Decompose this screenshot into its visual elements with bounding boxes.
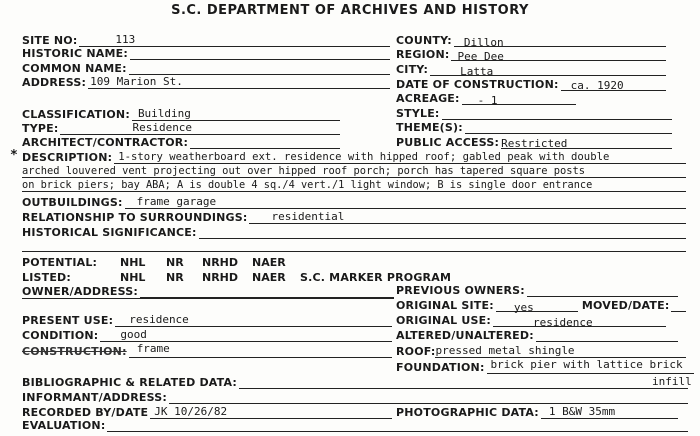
foundation-row: [396, 360, 694, 374]
previous-owners-field[interactable]: [527, 283, 678, 297]
evaluation-row: [22, 418, 688, 432]
description-field-2[interactable]: [22, 164, 686, 178]
previous-owners-row: [396, 283, 678, 297]
moved-date-field[interactable]: [671, 298, 686, 312]
city-value: Latta: [460, 65, 494, 78]
foundation-field[interactable]: [487, 360, 694, 374]
evaluation-field[interactable]: [107, 418, 688, 432]
outbuildings-label: OUTBUILDINGS:: [22, 196, 123, 209]
style-row: [396, 106, 672, 120]
construction-label: CONSTRUCTION:: [22, 345, 127, 358]
site-no-row: [22, 33, 390, 47]
original-site-value: yes: [513, 301, 534, 314]
description-row-2: [22, 164, 686, 178]
acreage-label: ACREAGE:: [396, 92, 460, 105]
site-no-label: SITE NO:: [22, 34, 78, 47]
city-label: CITY:: [396, 63, 429, 76]
foundation-value-continued: infill: [652, 375, 692, 388]
classification-field[interactable]: [132, 107, 340, 121]
description-line-1: 1-story weatherboard ext. residence with hipped roof; gabled peak with double: [118, 151, 610, 163]
acreage-value: - 1: [477, 94, 498, 107]
type-row: [22, 121, 340, 135]
potential-nhl[interactable]: NHL: [120, 256, 146, 269]
acreage-row: [396, 91, 576, 105]
outbuildings-field[interactable]: [125, 195, 686, 209]
original-use-field[interactable]: [493, 313, 666, 327]
roof-value: pressed metal shingle: [435, 344, 575, 357]
description-line-3: on brick piers; bay ABA; A is double 4 sq./4 vert./1 light window; B is single door entrance: [22, 179, 593, 191]
public-access-field[interactable]: [501, 135, 672, 149]
informant-label: INFORMANT/ADDRESS:: [22, 391, 167, 404]
condition-field[interactable]: [100, 328, 392, 342]
historic-name-field[interactable]: [130, 46, 390, 60]
classification-row: [22, 107, 340, 121]
potential-row: [22, 255, 322, 269]
city-row: [396, 62, 666, 76]
site-no-value: 113: [115, 33, 136, 46]
common-name-label: COMMON NAME:: [22, 62, 127, 75]
outbuildings-row: [22, 195, 686, 209]
previous-owners-label: PREVIOUS OWNERS:: [396, 284, 525, 297]
photographic-label: PHOTOGRAPHIC DATA:: [396, 406, 539, 419]
recorded-row: [22, 405, 392, 419]
listed-nhl[interactable]: NHL: [120, 271, 146, 284]
altered-row: [396, 328, 678, 342]
common-name-field[interactable]: [129, 61, 390, 75]
listed-nrhd[interactable]: NRHD: [202, 271, 239, 284]
type-value: Residence: [132, 121, 193, 134]
present-use-field[interactable]: [115, 313, 392, 327]
recorded-field[interactable]: [150, 405, 392, 419]
owner-label: OWNER/ADDRESS:: [22, 285, 139, 298]
owner-row: [22, 284, 394, 298]
region-value: Pee Dee: [457, 50, 504, 63]
county-label: COUNTY:: [396, 34, 452, 47]
region-label: REGION:: [396, 48, 450, 61]
themes-label: THEME(S):: [396, 121, 463, 134]
owner-line-2: [22, 298, 394, 299]
historic-name-label: HISTORIC NAME:: [22, 47, 128, 60]
site-no-field[interactable]: [79, 33, 390, 47]
type-field[interactable]: [60, 121, 340, 135]
present-use-label: PRESENT USE:: [22, 314, 114, 327]
bibliographic-label: BIBLIOGRAPHIC & RELATED DATA:: [22, 376, 237, 389]
description-label: DESCRIPTION:: [22, 151, 113, 164]
altered-field[interactable]: [536, 328, 678, 342]
public-access-value: Restricted: [501, 137, 568, 150]
photographic-value: 1 B&W 35mm: [548, 405, 616, 418]
recorded-label: RECORDED BY/DATE: [22, 406, 149, 419]
architect-row: [22, 135, 340, 149]
description-field-3[interactable]: [22, 178, 686, 192]
form-title: S.C. DEPARTMENT OF ARCHIVES AND HISTORY: [171, 3, 529, 18]
bibliographic-field[interactable]: [239, 375, 688, 389]
description-row: [22, 150, 686, 164]
historic-name-row: [22, 46, 390, 60]
public-access-row: [396, 135, 672, 149]
photographic-field[interactable]: [541, 405, 678, 419]
photographic-row: [396, 405, 678, 419]
altered-label: ALTERED/UNALTERED:: [396, 329, 534, 342]
description-asterisk: *: [10, 148, 18, 163]
classification-label: CLASSIFICATION:: [22, 108, 130, 121]
present-use-row: [22, 313, 392, 327]
style-field[interactable]: [442, 106, 672, 120]
informant-field[interactable]: [169, 390, 688, 404]
original-site-label: ORIGINAL SITE:: [396, 299, 494, 312]
construction-row: [22, 344, 392, 358]
condition-label: CONDITION:: [22, 329, 99, 342]
architect-label: ARCHITECT/CONTRACTOR:: [22, 136, 189, 149]
description-row-3: [22, 178, 686, 192]
relationship-label: RELATIONSHIP TO SURROUNDINGS:: [22, 211, 248, 224]
evaluation-label: EVALUATION:: [22, 419, 106, 432]
description-field-1[interactable]: [114, 150, 686, 164]
significance-field[interactable]: [199, 225, 686, 239]
date-construction-value: ca. 1920: [570, 79, 624, 92]
listed-nr[interactable]: NR: [166, 271, 184, 284]
relationship-value: residential: [271, 210, 345, 223]
architect-field[interactable]: [190, 135, 340, 149]
classification-value: Building: [137, 107, 191, 120]
region-row: [396, 47, 666, 61]
significance-row: [22, 225, 686, 239]
address-field[interactable]: [88, 75, 390, 89]
region-field[interactable]: [451, 47, 666, 61]
potential-label: POTENTIAL:: [22, 256, 98, 269]
themes-field[interactable]: [465, 120, 672, 134]
present-use-value: residence: [129, 313, 189, 326]
address-row: [22, 75, 390, 89]
potential-naer[interactable]: NAER: [252, 256, 286, 269]
moved-date-label: MOVED/DATE:: [581, 299, 670, 312]
date-construction-row: [396, 77, 666, 91]
county-value: Dillon: [463, 36, 504, 49]
listed-row: [22, 270, 482, 284]
roof-row: [396, 344, 686, 358]
listed-naer[interactable]: NAER: [252, 271, 286, 284]
date-construction-label: DATE OF CONSTRUCTION:: [396, 78, 559, 91]
address-label: ADDRESS:: [22, 76, 87, 89]
construction-field[interactable]: [129, 344, 392, 358]
roof-field[interactable]: [435, 344, 686, 358]
original-use-value: residence: [532, 316, 593, 329]
owner-field[interactable]: [140, 284, 394, 298]
relationship-field[interactable]: [249, 210, 686, 224]
acreage-field[interactable]: [462, 91, 576, 105]
county-field[interactable]: [454, 33, 666, 47]
condition-row: [22, 328, 392, 342]
public-access-label: PUBLIC ACCESS:: [396, 136, 500, 149]
common-name-row: [22, 61, 390, 75]
significance-label: HISTORICAL SIGNIFICANCE:: [22, 226, 197, 239]
address-value: 109 Marion St.: [90, 75, 183, 88]
original-site-field[interactable]: [496, 298, 578, 312]
condition-value: good: [120, 328, 147, 341]
style-label: STYLE:: [396, 107, 440, 120]
description-line-2: arched louvered vent projecting out over hipped roof porch; porch has tapered square posts: [22, 165, 586, 177]
recorded-value: JK 10/26/82: [154, 405, 228, 418]
outbuildings-value: frame garage: [136, 195, 217, 208]
informant-row: [22, 390, 688, 404]
foundation-value: brick pier with lattice brick: [490, 358, 683, 371]
section-divider: [22, 251, 686, 252]
type-label: TYPE:: [22, 122, 59, 135]
city-field[interactable]: [430, 62, 666, 76]
potential-nrhd[interactable]: NRHD: [202, 256, 239, 269]
county-row: [396, 33, 666, 47]
themes-row: [396, 120, 672, 134]
roof-label: ROOF:: [396, 345, 436, 358]
original-use-label: ORIGINAL USE:: [396, 314, 491, 327]
date-construction-field[interactable]: [561, 77, 666, 91]
foundation-label: FOUNDATION:: [396, 361, 485, 374]
construction-value: frame: [136, 342, 170, 355]
original-use-row: [396, 313, 666, 327]
relationship-row: [22, 210, 686, 224]
original-site-row: [396, 298, 686, 312]
bibliographic-row: [22, 375, 688, 389]
marker-program-label: S.C. MARKER PROGRAM: [300, 271, 452, 284]
potential-nr[interactable]: NR: [166, 256, 184, 269]
listed-label: LISTED:: [22, 271, 71, 284]
